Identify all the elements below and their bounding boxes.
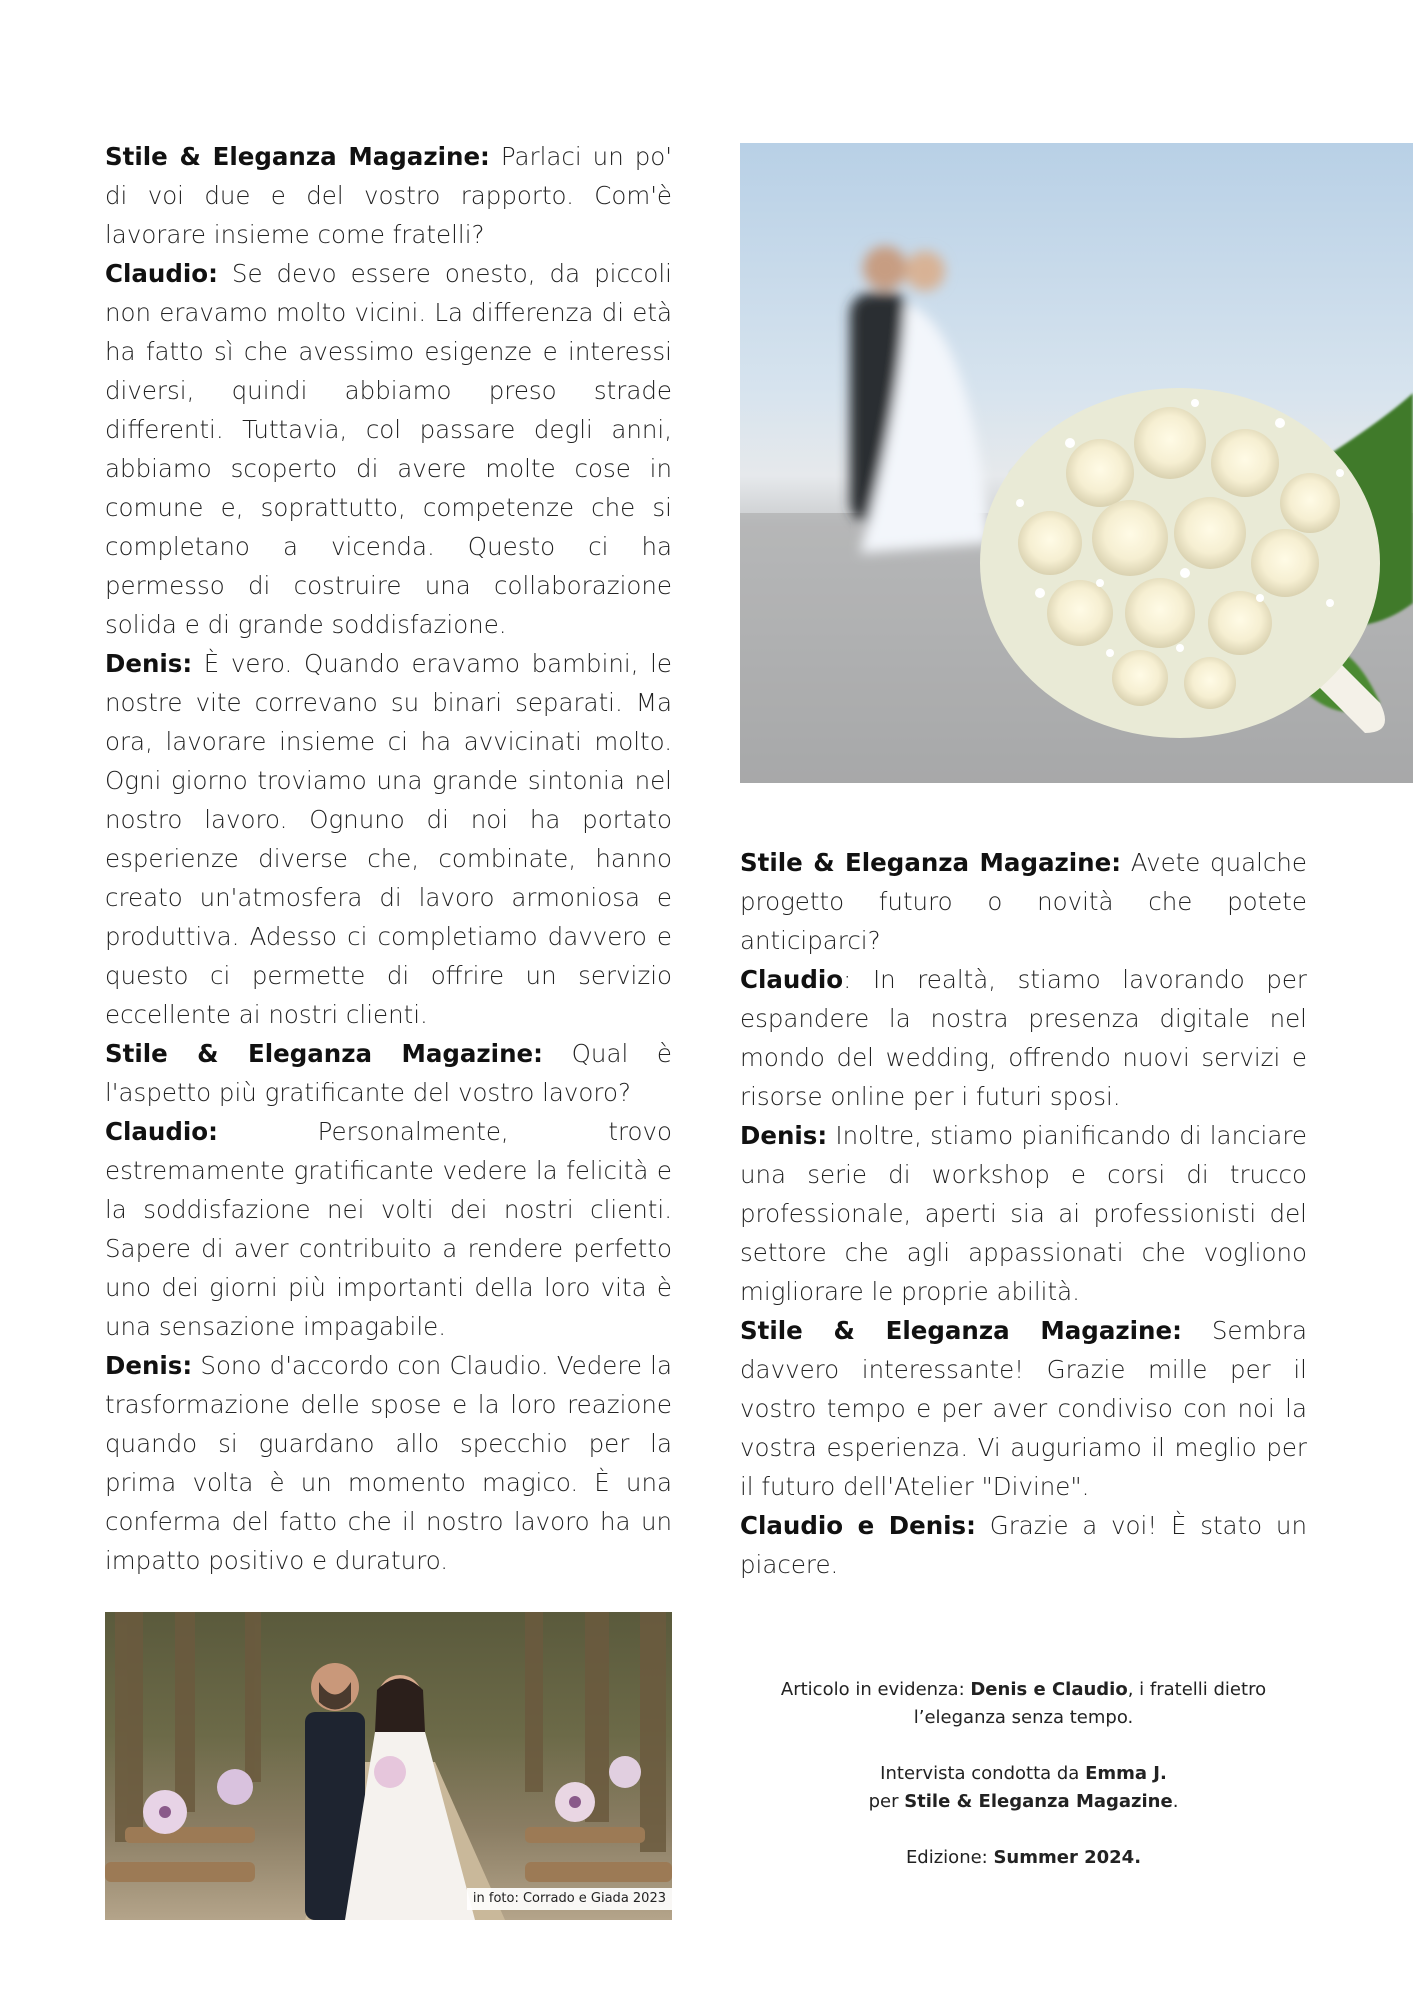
qa-paragraph [740, 1311, 1307, 1506]
paragraph-text: : In realtà, stiamo lavorando per espandere la nostra presenza digitale nel mondo del wedding, offrendo nuovi servizi e risorse online per i futuri sposi. [740, 965, 1307, 1111]
speaker-name: Claudio [740, 965, 844, 994]
qa-paragraph [105, 1034, 672, 1112]
speaker-name: Claudio: [105, 259, 218, 288]
speaker-name: Claudio e Denis: [740, 1511, 976, 1540]
credits-line-featured [740, 1676, 1307, 1704]
speaker-name: Stile & Eleganza Magazine: [740, 1316, 1182, 1345]
paragraph-text: Qual è l'aspetto più gratificante del vostro lavoro? [105, 1039, 673, 1107]
credits-text: Edizione: [905, 1847, 994, 1868]
speaker-name: Stile & Eleganza Magazine: [740, 848, 1122, 877]
right-column [740, 843, 1307, 1584]
left-column [105, 137, 672, 1580]
paragraph-text: Avete qualche progetto futuro o novità che potete anticiparci? [740, 848, 1308, 955]
paragraph-text: Sono d'accordo con Claudio. Vedere la trasformazione delle spose e la loro reazione quando si guardano allo specchio per la prima volta è un momento magico. È una conferma del fatto che il nostro lavoro ha un impatto positivo e duraturo. [105, 1351, 672, 1575]
qa-paragraph [105, 1346, 672, 1580]
qa-paragraph [105, 137, 672, 254]
edition-name: Summer 2024. [993, 1847, 1142, 1868]
paragraph-text: Se devo essere onesto, da piccoli non eravamo molto vicini. La differenza di età ha fatto sì che avessimo esigenze e interessi diversi, quindi abbiamo preso strade differenti. Tuttavia, col passare degli anni, abbiamo scoperto di avere molte cose in comune e, soprattutto, competenze che si completano a vicenda. Questo ci ha permesso di costruire una collaborazione solida e di grande soddisfazione. [105, 259, 672, 639]
qa-paragraph [105, 254, 672, 644]
qa-paragraph [740, 1506, 1307, 1584]
credits-line-edition [740, 1844, 1307, 1872]
speaker-name: Denis: [740, 1121, 828, 1150]
publication-name: Stile & Eleganza Magazine [904, 1791, 1173, 1812]
credits-text: per [868, 1791, 905, 1812]
credits-line-publication [740, 1788, 1307, 1816]
credits-text: Articolo in evidenza: [780, 1679, 971, 1700]
qa-paragraph [740, 960, 1307, 1116]
paragraph-text: Grazie a voi! È stato un piacere. [740, 1511, 1307, 1579]
speaker-name: Denis: [105, 649, 193, 678]
bouquet-photo [740, 143, 1413, 783]
couple-photo [105, 1612, 672, 1920]
credits-line-subtitle: l’eleganza senza tempo. [913, 1707, 1134, 1728]
qa-paragraph [105, 644, 672, 1034]
qa-paragraph [105, 1112, 672, 1346]
paragraph-text: Inoltre, stiamo pianificando di lanciare una serie di workshop e corsi di trucco professionale, aperti sia ai professionisti del settore che agli appassionati che vogliono migliorare le proprie abilità. [740, 1121, 1307, 1306]
credits-names: Denis e Claudio [970, 1679, 1128, 1700]
credits-text: , i fratelli dietro [1127, 1679, 1267, 1700]
paragraph-text: Parlaci un po' di voi due e del vostro rapporto. Com'è lavorare insieme come fratelli? [105, 142, 672, 249]
interviewer-name: Emma J. [1085, 1763, 1167, 1784]
qa-paragraph [740, 843, 1307, 960]
credits-text: Intervista condotta da [880, 1763, 1086, 1784]
credits-text: . [1172, 1791, 1179, 1812]
paragraph-text: È vero. Quando eravamo bambini, le nostre vite correvano su binari separati. Ma ora, lavorare insieme ci ha avvicinati molto. Ogni giorno troviamo una grande sintonia nel nostro lavoro. Ognuno di noi ha portato esperienze diverse che, combinate, hanno creato un'atmosfera di lavoro armoniosa e produttiva. Adesso ci completiamo davvero e questo ci permette di offrire un servizio eccellente ai nostri clienti. [105, 649, 672, 1029]
paragraph-text: Personalmente, trovo estremamente gratificante vedere la felicità e la soddisfazione nei volti dei nostri clienti. Sapere di aver contribuito a rendere perfetto uno dei giorni più importanti della loro vita è una sensazione impagabile. [105, 1117, 672, 1341]
speaker-name: Stile & Eleganza Magazine: [105, 1039, 543, 1068]
article-credits [740, 1676, 1307, 1872]
photo-caption: in foto: Corrado e Giada 2023 [467, 1888, 672, 1910]
qa-paragraph [740, 1116, 1307, 1311]
speaker-name: Claudio: [105, 1117, 218, 1146]
speaker-name: Denis: [105, 1351, 193, 1380]
paragraph-text: Sembra davvero interessante! Grazie mille per il vostro tempo e per aver condiviso con noi la vostra esperienza. Vi auguriamo il meglio per il futuro dell'Atelier "Divine". [740, 1316, 1307, 1501]
credits-line-interviewer [740, 1760, 1307, 1788]
speaker-name: Stile & Eleganza Magazine: [105, 142, 490, 171]
